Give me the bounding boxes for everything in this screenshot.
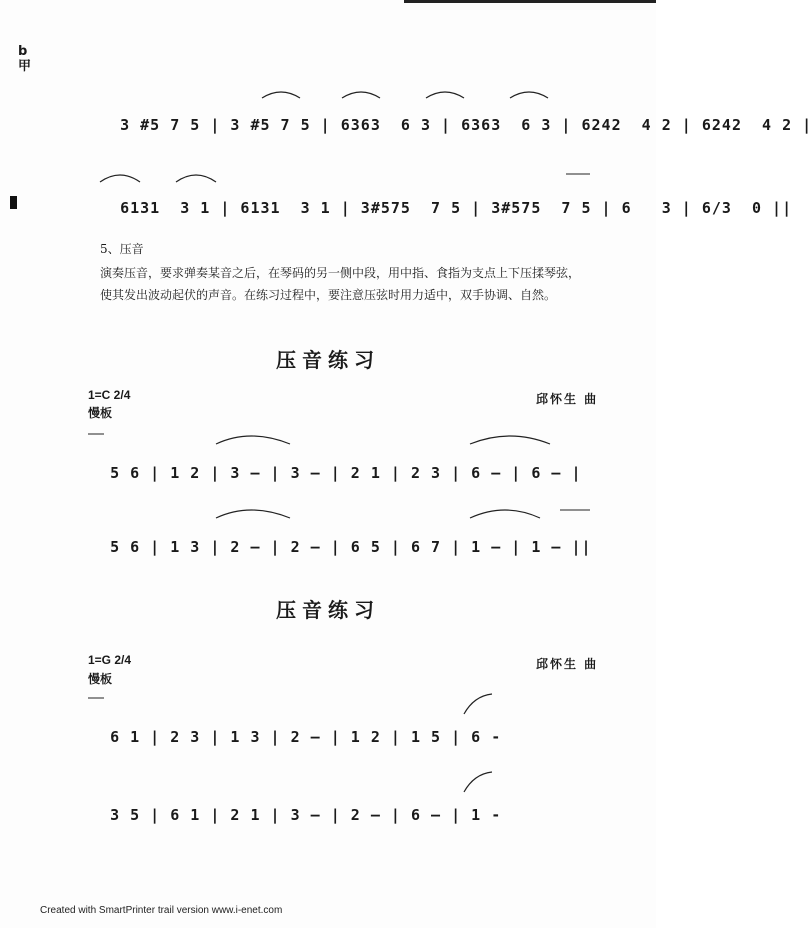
piece1-composer: 邱怀生 曲 <box>536 392 599 406</box>
piece2-key: 1=G 2/4 <box>88 653 132 667</box>
section-heading: 5、压音 <box>100 242 144 256</box>
footer-watermark: Created with SmartPrinter trail version www.i-enet.com <box>40 905 283 916</box>
score-row-1-text: 3 #5 7 5 | 3 #5 7 5 | 6363 6 3 | 6363 6 3 | 6242 4 2 | 6242 4 2 | <box>120 116 812 134</box>
piece1-line-2-slurs <box>0 500 656 550</box>
piece2-composer: 邱怀生 曲 <box>536 657 599 671</box>
piece2-line-2-text: 3 5 | 6 1 | 2 1 | 3 — | 2 — | 6 — | 1 - <box>110 806 502 824</box>
score-row-1-slurs <box>0 80 656 130</box>
score-row-2-text: 6131 3 1 | 6131 3 1 | 3#575 7 5 | 3#575 7 5 | 6 3 | 6/3 0 || <box>120 199 793 217</box>
piece1-line-1-text: 5 6 | 1 2 | 3 — | 3 — | 2 1 | 2 3 | 6 — | 6 — | <box>110 464 582 482</box>
score-row-2-slurs <box>0 164 656 214</box>
section-body: 演奏压音，要求弹奏某音之后，在琴码的另一侧中段，用中指、食指为支点上下压揉琴弦，使其发出波动起伏的声音。在练习过程中，要注意压弦时用力适中，双手协调、自然。 <box>100 266 581 302</box>
piece2-tempo: 慢板 <box>88 672 113 686</box>
piece2-line-1-text: 6 1 | 2 3 | 1 3 | 2 — | 1 2 | 1 5 | 6 - <box>110 728 502 746</box>
piece2-line-1-slurs <box>0 690 656 740</box>
side-mark: b 甲 <box>18 44 32 74</box>
piece2-title: 压音练习 <box>276 598 380 622</box>
top-rule <box>404 0 656 3</box>
piece1-line-1-slurs <box>0 426 656 476</box>
piece1-tempo: 慢板 <box>88 406 113 420</box>
piece2-line-2-slurs <box>0 768 656 818</box>
piece1-line-2-text: 5 6 | 1 3 | 2 — | 2 — | 6 5 | 6 7 | 1 — | 1 — || <box>110 538 592 556</box>
piece1-key: 1=C 2/4 <box>88 388 131 402</box>
piece1-title: 压音练习 <box>276 348 380 372</box>
